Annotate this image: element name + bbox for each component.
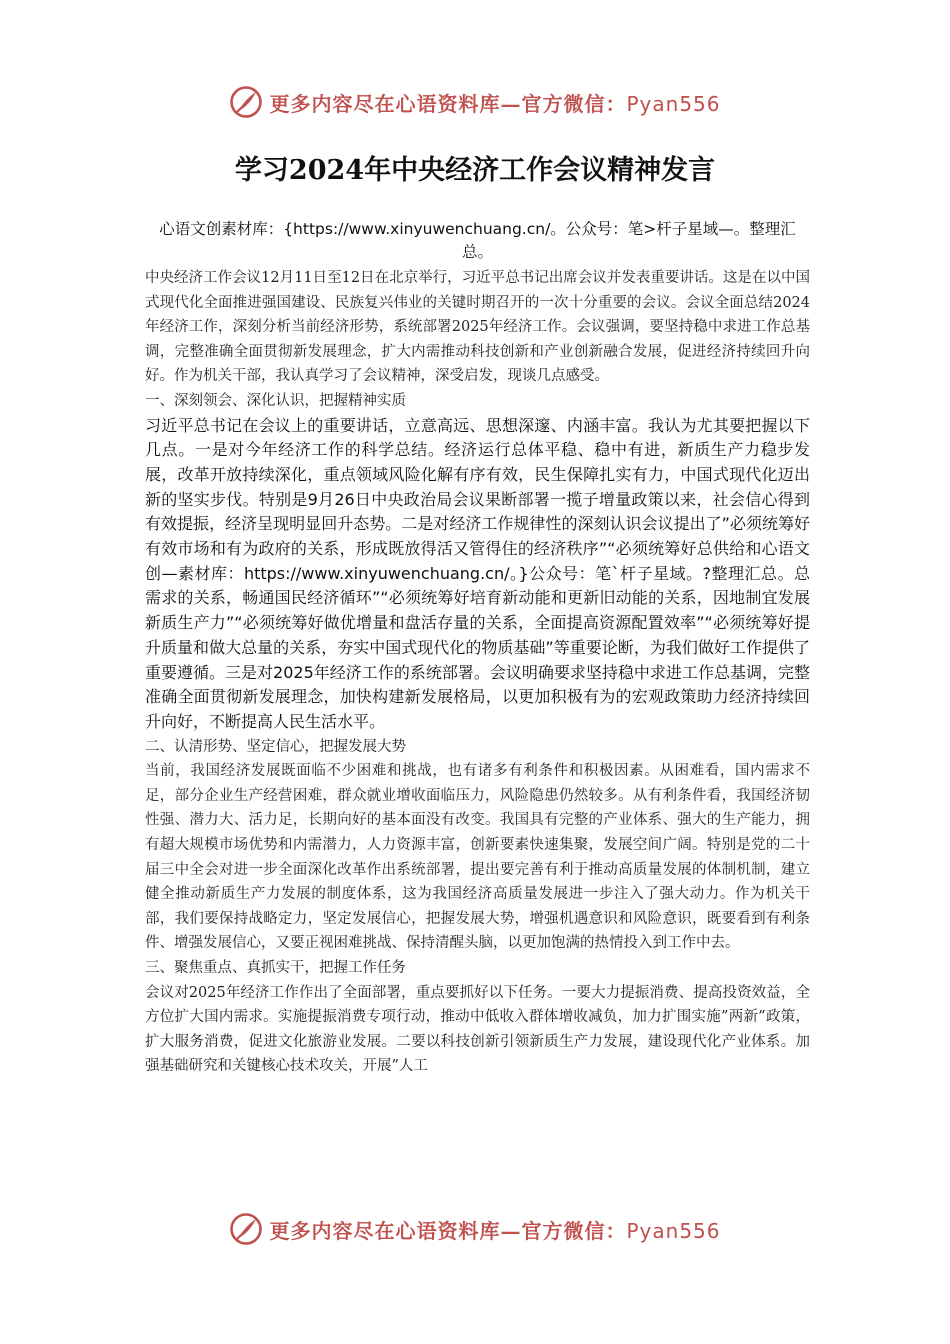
section-body-2: 当前，我国经济发展既面临不少困难和挑战，也有诸多有利条件和积极因素。从困难看，国内需求不足，部分企业生产经营困难，群众就业增收面临压力，风险隐患仍然较多。从有利条件看，我国经济韧性强、潜力大、活力足，长期向好的基本面没有改变。我国具有完整的产业体系、强大的生产能力，拥有超大规模市场优势和内需潜力，人力资源丰富，创新要素快速集聚，发展空间广阔。特别是党的二十届三中全会对进一步全面深化改革作出系统部署，提出要完善有利于推动高质量发展的体制机制，建立健全推动新质生产力发展的制度体系，这为我国经济高质量发展进一步注入了强大动力。作为机关干部，我们要保持战略定力，坚定发展信心，把握发展大势，增强机遇意识和风险意识，既要看到有利条件、增强发展信心，又要正视困难挑战、保持清醒头脑，以更加饱满的热情投入到工作中去。 xyxy=(145,763,810,952)
wechat-id: Pyan556 xyxy=(626,1218,721,1243)
section-heading-2: 二、认清形势、坚定信心，把握发展大势 xyxy=(145,738,406,755)
section-body-3: 会议对2025年经济工作作出了全面部署，重点要抓好以下任务。一要大力提振消费、提高投资效益，全方位扩大国内需求。实施提振消费专项行动，推动中低收入群体增收减负，加力扩围实施”两新”政策，扩大服务消费，促进文化旅游业发展。二要以科技创新引领新质生产力发展，建设现代化产业体系。加强基础研究和关键核心技术攻关，开展”人工 xyxy=(145,984,810,1075)
section-heading-3: 三、聚焦重点、真抓实干，把握工作任务 xyxy=(145,960,406,977)
wechat-id: Pyan556 xyxy=(626,91,721,116)
section-body-1: 习近平总书记在会议上的重要讲话，立意高远、思想深邃、内涵丰富。我认为尤其要把握以下几点。一是对今年经济工作的科学总结。经济运行总体平稳、稳中有进，新质生产力稳步发展，改革开放持续深化，重点领域风险化解有序有效，民生保障扎实有力，中国式现代化迈出新的坚实步伐。特别是9月26日中央政治局会议果断部署一揽子增量政策以来，社会信心得到有效提振，经济呈现明显回升态势。二是对经济工作规律性的深刻认识会议提出了”必须统筹好有效市场和有为政府的关系，形成既放得活又管得住的经济秩序”“必须统筹好总供给和心语文创—素材库：https://www.xinyuwenchuang.cn/。}公众号：笔`杆子星域。?整理汇总。总需求的关系，畅通国民经济循环”“必须统筹好培育新动能和更新旧动能的关系，因地制宜发展新质生产力”“必须统筹好做优增量和盘活存量的关系，全面提高资源配置效率”“必须统筹好提升质量和做大总量的关系，夯实中国式现代化的物质基础”等重要论断，为我们做好工作提供了重要遵循。三是对2025年经济工作的系统部署。会议明确要求坚持稳中求进工作总基调，完整准确全面贯彻新发展理念，加快构建新发展格局，以更加积极有为的宏观政策助力经济持续回升向好，不断提高人民生活水平。 xyxy=(145,415,810,731)
intro-paragraph: 中央经济工作会议12月11日至12日在北京举行，习近平总书记出席会议并发表重要讲话。这是在以中国式现代化全面推进强国建设、民族复兴伟业的关键时期召开的一次十分重要的会议。会议全面总结2024年经济工作，深刻分析当前经济形势，系统部署2025年经济工作。会议强调，要坚持稳中求进工作总基调，完整准确全面贯彻新发展理念，扩大内需推动科技创新和产业创新融合发展，促进经济持续回升向好。作为机关干部，我认真学习了会议精神，深受启发，现谈几点感受。 xyxy=(145,270,810,385)
quill-logo-icon xyxy=(229,85,263,119)
source-line: 心语文创素材库：{https://www.xinyuwenchuang.cn/。公众号：笔>杆子星域—。整理汇总。 xyxy=(159,220,796,261)
section-heading-1: 一、深刻领会、深化认识，把握精神实质 xyxy=(145,392,406,409)
banner-text: 更多内容尽在心语资料库—官方微信：Pyan556 xyxy=(269,1218,721,1243)
header-banner xyxy=(0,80,950,124)
page-title: 学习2024年中央经济工作会议精神发言 xyxy=(234,155,716,186)
banner-text: 更多内容尽在心语资料库—官方微信：Pyan556 xyxy=(269,91,721,116)
quill-logo-icon xyxy=(229,1212,263,1246)
footer-banner xyxy=(0,1207,950,1251)
document-body xyxy=(145,218,810,1079)
